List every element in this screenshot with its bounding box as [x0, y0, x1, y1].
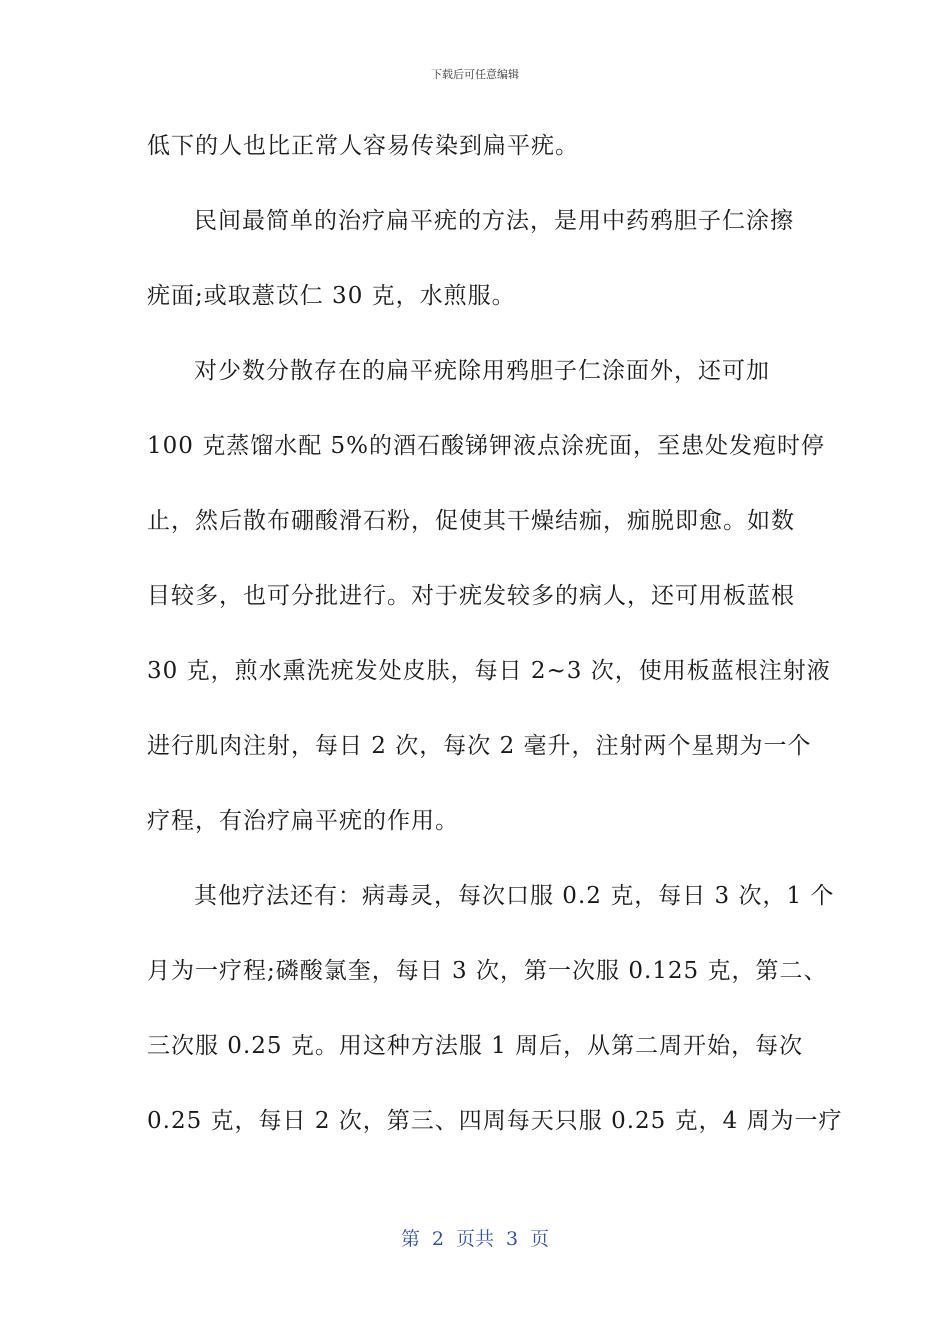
- text-line: 30 克，煎水熏洗疣发处皮肤，每日 2~3 次，使用板蓝根注射液: [147, 658, 831, 684]
- page-number: 2: [431, 1228, 444, 1250]
- page-label-suffix: 页: [530, 1228, 550, 1250]
- text-line: 低下的人也比正常人容易传染到扁平疣。: [147, 133, 579, 159]
- text-line: 疗程，有治疗扁平疣的作用。: [147, 808, 459, 834]
- text-line: 进行肌肉注射，每日 2 次，每次 2 毫升，注射两个星期为一个: [147, 733, 812, 759]
- text-line: 目较多，也可分批进行。对于疣发较多的病人，还可用板蓝根: [147, 583, 795, 609]
- text-line: 疣面;或取薏苡仁 30 克，水煎服。: [147, 283, 516, 309]
- paragraph-start-line: 民间最简单的治疗扁平疣的方法，是用中药鸦胆子仁涂擦: [194, 208, 794, 234]
- page-label-prefix: 第: [400, 1228, 420, 1250]
- page-label-mid: 页共: [455, 1228, 494, 1250]
- paragraph-start-line: 其他疗法还有：病毒灵，每次口服 0.2 克，每日 3 次，1 个: [194, 883, 835, 909]
- document-body: [147, 121, 843, 1171]
- text-line: 0.25 克，每日 2 次，第三、四周每天只服 0.25 克，4 周为一疗: [147, 1108, 843, 1134]
- page-footer: [0, 1224, 950, 1251]
- text-line: 100 克蒸馏水配 5%的酒石酸锑钾液点涂疣面，至患处发疱时停: [147, 433, 826, 459]
- paragraph-start-line: 对少数分散存在的扁平疣除用鸦胆子仁涂面外，还可加: [194, 358, 770, 384]
- text-line: 月为一疗程;磷酸氯奎，每日 3 次，第一次服 0.125 克，第二、: [147, 958, 828, 984]
- page-total: 3: [506, 1228, 519, 1250]
- text-line: 止，然后散布硼酸滑石粉，促使其干燥结痂，痂脱即愈。如数: [147, 508, 795, 534]
- page-header: 下载后可任意编辑: [431, 68, 519, 81]
- text-line: 三次服 0.25 克。用这种方法服 1 周后，从第二周开始，每次: [147, 1033, 804, 1059]
